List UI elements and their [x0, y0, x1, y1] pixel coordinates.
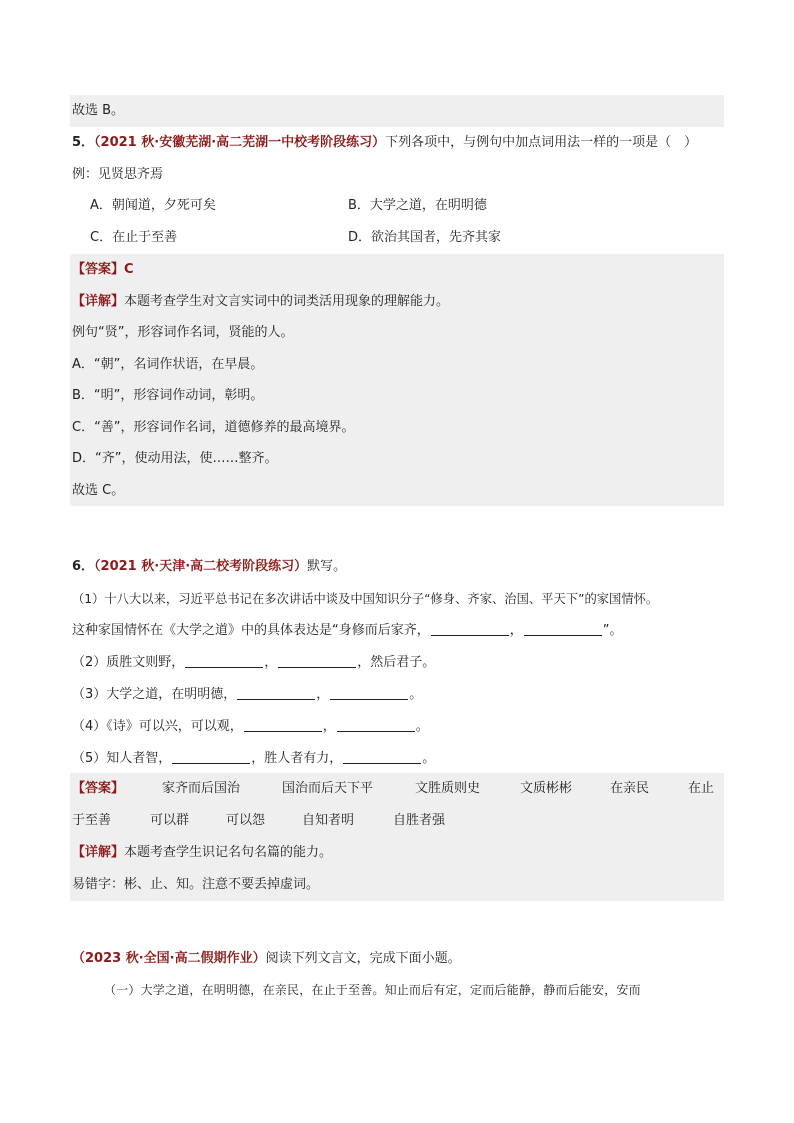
q5-option-c: C．在止于至善	[90, 229, 178, 245]
q6-item5-pre: （5）知人者智，	[72, 751, 172, 766]
question-6	[70, 551, 724, 775]
q6-blank-2[interactable]	[524, 621, 602, 636]
q6-answer-10: 自知者明	[302, 813, 355, 828]
q5-answer-block	[70, 254, 724, 506]
q6-answer-4: 文质彬彬	[520, 781, 573, 796]
q6-answer-8: 可以群	[150, 813, 190, 828]
q6-item2	[70, 647, 724, 679]
q6-answer-6: 在止	[688, 781, 715, 796]
q6-blank-10[interactable]	[343, 749, 421, 764]
q6-detail-line	[70, 837, 724, 869]
q6-item4-end: 。	[415, 719, 429, 734]
q6-detail-label: 【详解】	[72, 845, 125, 860]
prev-conclusion: 故选 B。	[72, 103, 125, 118]
q6-blank-5[interactable]	[237, 685, 315, 700]
q6-answer-7: 于至善	[72, 813, 112, 828]
q5-option-d: D．欲治其国者，先齐其家	[348, 229, 502, 245]
q6-error-note: 易错字：彬、止、知。注意不要丢掉虚词。	[72, 877, 320, 892]
q6-stem-line	[70, 551, 724, 583]
q6-blank-9[interactable]	[172, 749, 250, 764]
q5-answer-value: C	[124, 262, 134, 277]
q5-stem-line	[70, 127, 724, 159]
q6-item3-sep: ，	[316, 687, 330, 702]
q6-detail-text: 本题考查学生识记名句名篇的能力。	[124, 845, 333, 860]
q5-detail-text: 本题考查学生对文言实词中的词类活用现象的理解能力。	[124, 293, 450, 309]
q6-item1-sep: ，	[509, 623, 523, 638]
q5-answer-line	[70, 254, 724, 286]
q6-item3	[70, 679, 724, 711]
reading-passage: （一）大学之道，在明明德，在亲民，在止于至善。知止而后有定，定而后能静，静而后能安，安而	[104, 982, 641, 997]
q6-item4	[70, 711, 724, 743]
q6-answers-line-1	[70, 773, 724, 805]
reading-stem-line	[70, 943, 724, 975]
q5-analysis-2: B．“明”，形容词作动词，彰明。	[72, 388, 264, 403]
q6-blank-7[interactable]	[244, 717, 322, 732]
q5-stem: 下列各项中，与例句中加点词用法一样的一项是（ ）	[385, 135, 698, 150]
q6-item1-line1: （1）十八大以来，习近平总书记在多次讲话中谈及中国知识分子“修身、齐家、治国、平天下”的家国情怀。	[72, 592, 659, 606]
q5-number: 5．	[72, 135, 95, 150]
q6-answer-2: 国治而后天下平	[282, 781, 374, 796]
q5-options-row-1	[70, 190, 724, 222]
q5-analysis-1: A．“朝”，名词作状语，在早晨。	[72, 356, 264, 372]
q5-analysis-0: 例句“贤”，形容词作名词，贤能的人。	[72, 325, 294, 340]
q5-answer-label: 【答案】	[72, 262, 125, 277]
q6-item3-pre: （3）大学之道，在明明德，	[72, 687, 237, 702]
q6-item5-mid: ，胜人者有力，	[251, 751, 343, 766]
q6-answer-label: 【答案】	[72, 781, 125, 796]
q6-item1-line2	[70, 615, 724, 647]
reading-stem: 阅读下列文言文，完成下面小题。	[265, 951, 461, 966]
q6-answer-1: 家齐而后国治	[162, 781, 241, 796]
q6-item5	[70, 743, 724, 775]
q6-item2-pre: （2）质胜文则野，	[72, 655, 185, 670]
q6-answers-line-2	[70, 805, 724, 837]
q5-detail-line	[70, 286, 724, 318]
q6-answer-block	[70, 773, 724, 901]
q6-item2-end: ，然后君子。	[357, 655, 436, 670]
q6-answer-3: 文胜质则史	[415, 781, 481, 796]
q5-example: 例：见贤思齐焉	[72, 166, 164, 182]
q6-item1-end: ”。	[602, 623, 623, 638]
q6-answer-5: 在亲民	[610, 781, 650, 796]
q5-source: （2021 秋·安徽芜湖·高二芜湖一中校考阶段练习）	[94, 135, 386, 150]
q6-blank-1[interactable]	[431, 621, 509, 636]
q5-analysis-3: C．“善”，形容词作名词，道德修养的最高境界。	[72, 419, 355, 435]
q6-blank-3[interactable]	[185, 653, 263, 668]
q6-source: （2021 秋·天津·高二校考阶段练习）	[94, 559, 308, 574]
q6-blank-6[interactable]	[330, 685, 408, 700]
q5-detail-label: 【详解】	[72, 293, 125, 309]
q6-number: 6．	[72, 559, 95, 574]
q6-item4-sep: ，	[322, 719, 336, 734]
q6-blank-8[interactable]	[337, 717, 415, 732]
prev-answer-block	[70, 95, 724, 127]
q5-conclusion: 故选 C。	[72, 482, 125, 498]
q5-options-row-2	[70, 222, 724, 254]
q6-item2-sep: ，	[264, 655, 278, 670]
reading-section	[70, 943, 724, 1006]
q5-option-b: B．大学之道，在明明德	[348, 198, 487, 213]
q6-item4-pre: （4）《诗》可以兴，可以观，	[72, 719, 243, 734]
q6-item1-pre: 这种家国情怀在《大学之道》中的具体表达是“身修而后家齐，	[72, 623, 430, 638]
q6-stem: 默写。	[307, 559, 347, 574]
q6-answer-11: 自胜者强	[393, 813, 446, 828]
reading-source: （2023 秋·全国·高二假期作业）	[72, 951, 266, 966]
q5-analysis-4: D．“齐”，使动用法，使……整齐。	[72, 451, 278, 466]
q6-item3-end: 。	[409, 687, 423, 702]
q5-option-a: A．朝闻道，夕死可矣	[90, 198, 216, 213]
q6-item5-end: 。	[422, 751, 436, 766]
question-5	[70, 127, 724, 253]
q6-blank-4[interactable]	[278, 653, 356, 668]
q6-answer-9: 可以怨	[226, 813, 266, 828]
